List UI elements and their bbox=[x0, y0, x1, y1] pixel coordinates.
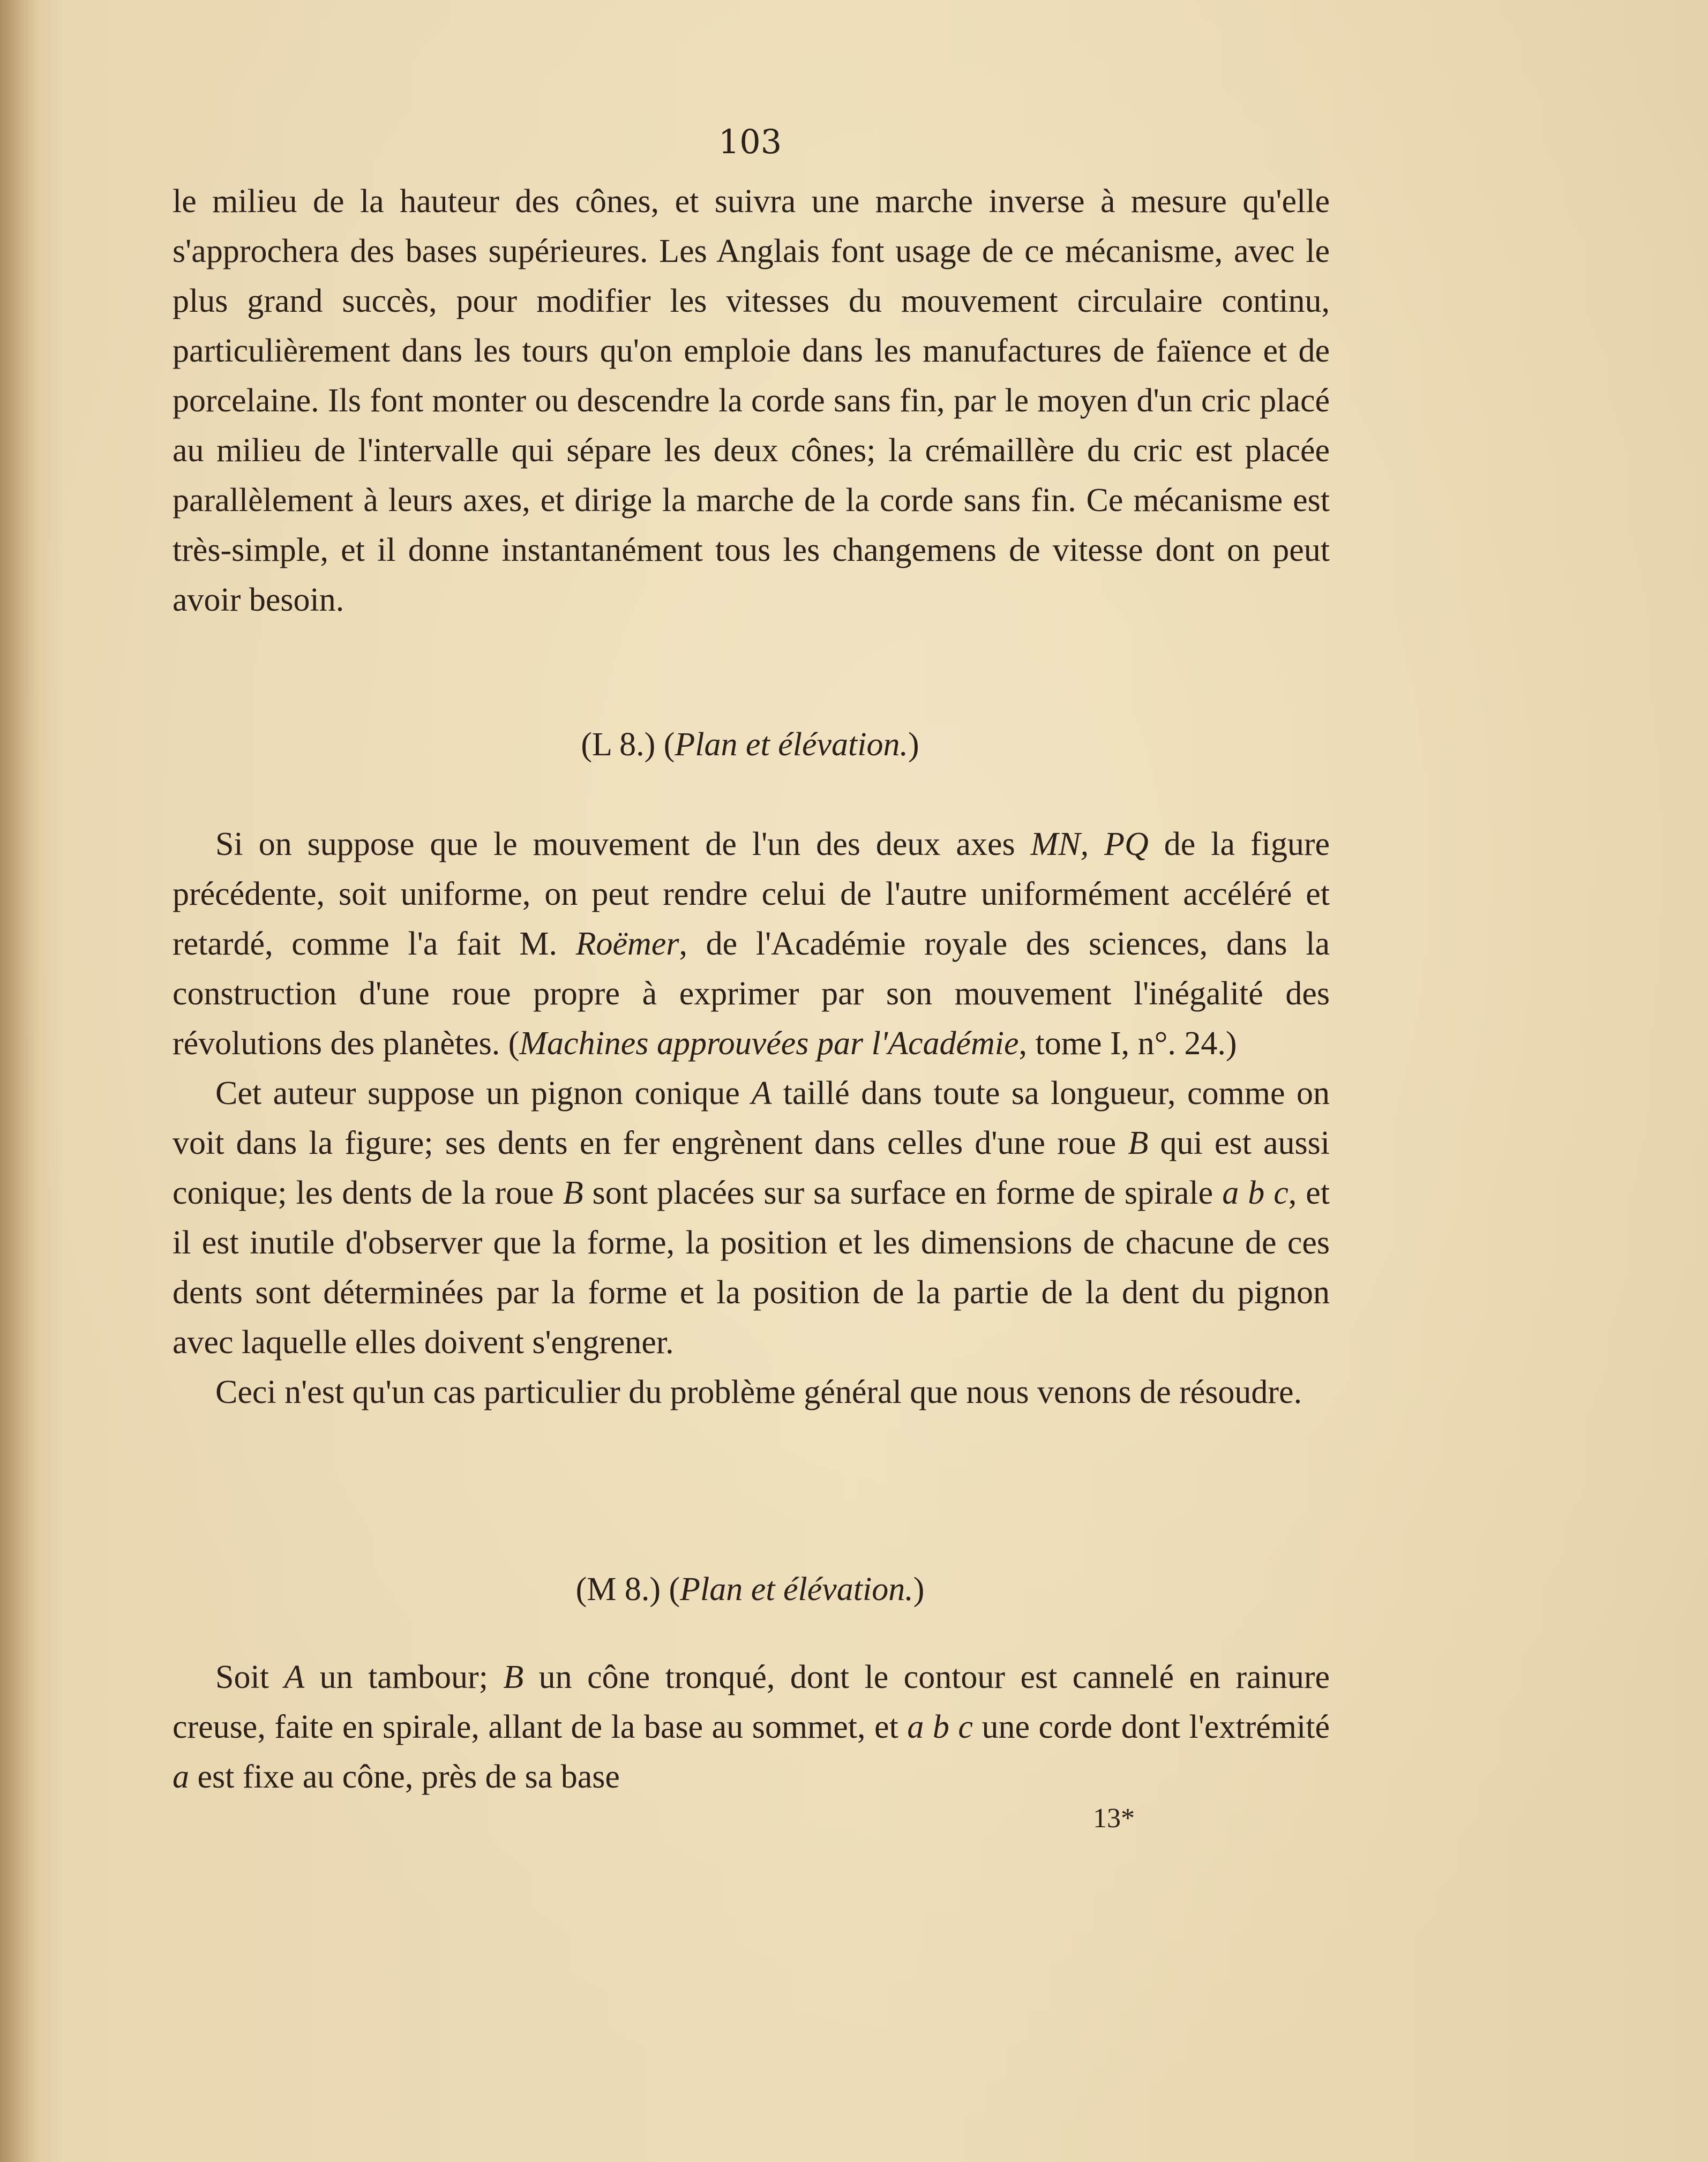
paragraph-4: Ceci n'est qu'un cas particulier du problème général que nous venons de résoudre. bbox=[215, 1374, 1302, 1410]
text-run: qui est aussi conique; les dents de la roue bbox=[173, 1125, 1330, 1211]
page-number: 103 bbox=[718, 122, 782, 161]
section-title: Plan et élévation. bbox=[680, 1571, 913, 1608]
axes-label: MN, PQ bbox=[1030, 826, 1149, 862]
paragraph-3 bbox=[173, 1069, 1330, 1368]
section-title: Plan et élévation. bbox=[675, 726, 908, 763]
figure-letters: a b c bbox=[907, 1709, 973, 1745]
figure-letters: a b c bbox=[1222, 1175, 1289, 1211]
paragraph-5 bbox=[173, 1653, 1330, 1802]
paragraph-2-block bbox=[173, 820, 1330, 1417]
heading-open-paren: ( bbox=[663, 726, 675, 763]
text-run: de la figure précédente, soit uniforme, on peut rendre celui de l'autre uniformément accéléré et retardé, comme l'a fait M. bbox=[173, 826, 1330, 962]
heading-open-paren: ( bbox=[669, 1571, 680, 1608]
text-run: , et il est inutile d'observer que la forme, la position et les dimensions de chacune de ces dents sont déterminées par la forme et la position de la partie de la dent du pignon avec laquelle elles doivent s'engrener. bbox=[173, 1175, 1330, 1361]
paragraph-1: le milieu de la hauteur des cônes, et suivra une marche inverse à mesure qu'elle s'approchera des bases supérieures. Les Anglais font usage de ce mécanisme, avec le plus grand succès, pour modifier les vitesses du mouvement circulaire continu, particulièrement dans les tours qu'on emploie dans les manufactures de faïence et de porcelaine. Ils font monter ou descendre la corde sans fin, par le moyen d'un cric placé au milieu de l'intervalle qui sépare les deux cônes; la crémaillère du cric est placée parallèlement à leurs axes, et dirige la marche de la corde sans fin. Ce mécanisme est très-simple, et il donne instantanément tous les changemens de vitesse dont on peut avoir besoin. bbox=[173, 183, 1330, 618]
figure-letter: a bbox=[173, 1759, 189, 1795]
author-name: Roëmer bbox=[575, 926, 679, 962]
heading-close-paren: ) bbox=[908, 726, 919, 763]
text-run: sont placées sur sa surface en forme de spirale bbox=[583, 1175, 1223, 1211]
heading-close-paren: ) bbox=[913, 1571, 925, 1608]
signature-mark: 13* bbox=[1093, 1803, 1135, 1834]
text-run: une corde dont l'extrémité bbox=[972, 1709, 1330, 1745]
text-run: un tambour; bbox=[304, 1659, 504, 1695]
paragraph-1-block bbox=[173, 177, 1330, 625]
text-run: Cet auteur suppose un pignon conique bbox=[215, 1075, 752, 1112]
text-run: taillé dans toute sa longueur, comme on voit dans la figure; ses dents en fer engrènent dans celles d'une roue bbox=[173, 1075, 1330, 1161]
figure-letter: A bbox=[284, 1659, 305, 1695]
section-heading-l8 bbox=[0, 726, 1500, 764]
text-run: Soit bbox=[215, 1659, 284, 1695]
section-code: (L 8.) bbox=[581, 726, 656, 763]
section-heading-m8 bbox=[0, 1571, 1500, 1609]
text-run: est fixe au cône, près de sa base bbox=[189, 1759, 620, 1795]
text-run: un cône tronqué, dont le contour est cannelé en rainure creuse, faite en spirale, allant de la base au sommet, et bbox=[173, 1659, 1330, 1745]
paragraph-2 bbox=[173, 820, 1330, 1069]
paragraph-5-block bbox=[173, 1653, 1330, 1802]
figure-letter: B bbox=[503, 1659, 524, 1695]
text-run: , de l'Académie royale des sciences, dans la construction d'une roue propre à exprimer par son mouvement l'inégalité des révolutions des planètes. ( bbox=[173, 926, 1330, 1062]
figure-letter: B bbox=[1128, 1125, 1149, 1161]
reference-title: Machines approuvées par l'Académie bbox=[519, 1025, 1019, 1062]
text-run: , tome I, n°. 24.) bbox=[1018, 1025, 1237, 1062]
figure-letter: B bbox=[563, 1175, 583, 1211]
section-code: (M 8.) bbox=[575, 1571, 661, 1608]
text-run: Si on suppose que le mouvement de l'un des deux axes bbox=[215, 826, 1031, 862]
figure-letter: A bbox=[751, 1075, 772, 1112]
